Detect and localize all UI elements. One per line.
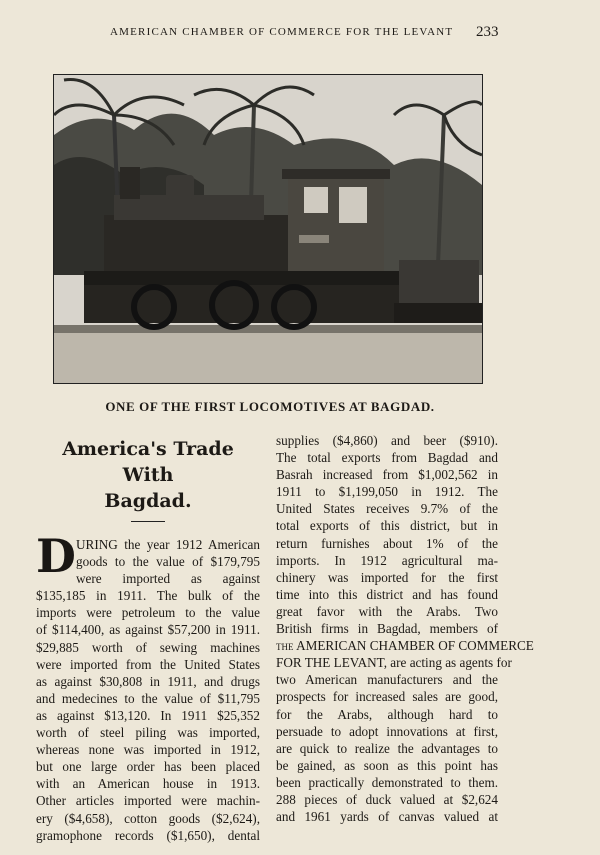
- running-head: AMERICAN CHAMBER OF COMMERCE FOR THE LEVANT: [110, 26, 454, 38]
- text-line: and 1961 yards of canvas valued at: [276, 809, 498, 825]
- article-title-line-1: America's Trade With: [62, 438, 234, 486]
- text-line: the AMERICAN CHAMBER OF COMMERCE: [276, 638, 534, 654]
- text-line: worth of steel piling was imported,: [36, 725, 260, 741]
- text-line: FOR THE LEVANT, are acting as agents for: [276, 655, 512, 671]
- text-line: are quick to realize the advantages to: [276, 740, 498, 756]
- article-column-left: [36, 432, 260, 844]
- text-line: total exports of this district, but in: [276, 518, 498, 534]
- article-body-left: [36, 529, 260, 844]
- text-line: Other articles imported were machin-: [36, 793, 260, 809]
- text-line: with an American house in 1913.: [36, 776, 260, 792]
- article-title-line-2: Bagdad.: [104, 490, 192, 512]
- text-line: return furnishes about 1% of the: [276, 535, 498, 551]
- article-column-right: [276, 432, 534, 825]
- text-line: time into this district and has found: [276, 586, 498, 602]
- article-title: [36, 436, 260, 514]
- text-line: gramophone records ($1,650), dental: [36, 827, 260, 843]
- text-line: ery ($4,658), cotton goods ($2,624),: [36, 810, 260, 826]
- text-line: The total exports from Bagdad and: [276, 450, 498, 466]
- text-line: URING the year 1912 American: [76, 537, 260, 552]
- text-line: as against $30,808 in 1911, and drugs: [36, 673, 260, 689]
- text-line: prospects for increased sales are good,: [276, 689, 498, 705]
- text-line: Basrah increased from $1,002,562 in: [276, 467, 498, 483]
- text-line: goods to the value of $179,795: [76, 554, 260, 570]
- text-line: $135,185 in 1911. The bulk of the: [36, 588, 260, 604]
- photo-caption: ONE OF THE FIRST LOCOMOTIVES AT BAGDAD.: [105, 399, 435, 414]
- page-number: 233: [476, 24, 499, 40]
- text-line: whereas none was imported in 1912,: [36, 742, 260, 758]
- text-line: for the Arabs, although hard to: [276, 706, 498, 722]
- locomotive-photo: [53, 74, 483, 384]
- drop-cap: D: [36, 529, 76, 583]
- text-line: persuade to adopt innovations at first,: [276, 723, 498, 739]
- text-line: 1911 to $1,199,050 in 1912. The: [276, 484, 498, 500]
- text-line: were imported from the United States: [36, 656, 260, 672]
- text-line: United States receives 9.7% of the: [276, 501, 498, 517]
- text-line: two American manufacturers and the: [276, 672, 498, 688]
- text-line: as against $13,120. In 1911 $25,352: [36, 707, 260, 723]
- text-line: be gained, as soon as this point has: [276, 757, 498, 773]
- text-line: supplies ($4,860) and beer ($910).: [276, 433, 498, 448]
- text-line: imports. In 1912 agricultural ma-: [276, 552, 498, 568]
- text-line: chinery was imported for the first: [276, 569, 498, 585]
- text-line: were imported as against: [76, 571, 260, 587]
- text-line: 288 pieces of duck valued at $2,624: [276, 791, 498, 807]
- text-line: $29,885 worth of sewing machines: [36, 639, 260, 655]
- text-line: and medecines to the value of $11,795: [36, 690, 260, 706]
- text-line: great favor with the Arabs. Two: [276, 603, 498, 619]
- text-line: of $114,400, as against $57,200 in 1911.: [36, 622, 260, 638]
- title-rule: [131, 521, 165, 522]
- locomotive-illustration: [54, 75, 482, 383]
- text-line: been practically demonstrated to them.: [276, 774, 498, 790]
- text-line: British firms in Bagdad, members of: [276, 621, 498, 637]
- text-line: imports were petroleum to the value: [36, 605, 260, 621]
- text-line: but one large order has been placed: [36, 759, 260, 775]
